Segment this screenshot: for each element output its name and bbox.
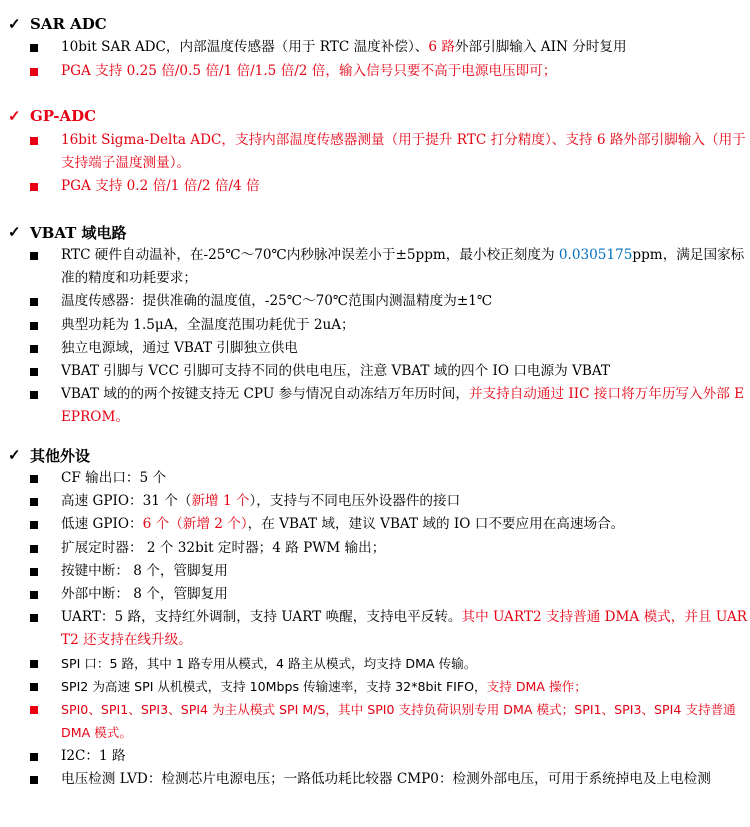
- list-item: [30, 698, 748, 744]
- list-item: [30, 560, 748, 583]
- square-bullet-icon: [30, 776, 38, 784]
- item-text: 低速 GPIO：: [61, 516, 143, 532]
- list-item: [30, 652, 748, 675]
- item-text: ），支持与不同电压外设器件的接口: [249, 493, 461, 509]
- item-text: VBAT 域的的两个按键支持无 CPU 参与情况自动冻结万年历时间，: [61, 386, 469, 402]
- square-bullet-icon: [30, 545, 38, 553]
- list-item: [30, 290, 748, 313]
- list-item: [30, 467, 748, 490]
- item-text: 电压检测 LVD：检测芯片电源电压；一路低功耗比较器 CMP0：检测外部电压，可用于系统掉电及上电检测: [61, 771, 711, 787]
- item-text: 16bit Sigma-Delta ADC，支持内部温度传感器测量（用于提升 RTC 打分精度）、支持 6 路外部引脚输入（用于支持端子温度测量）。: [61, 132, 746, 171]
- section-title-text: GP-ADC: [30, 107, 97, 125]
- item-text: RTC 硬件自动温补，在-25℃～70℃内秒脉冲误差小于±5ppm，最小校正刻度为: [61, 247, 559, 263]
- item-text: 10bit SAR ADC，内部温度传感器（用于 RTC 温度补偿）、: [61, 39, 429, 55]
- calibration-value: 0.0305175: [558, 247, 633, 263]
- square-bullet-icon: [30, 44, 38, 52]
- section-title-vbat: [8, 220, 127, 244]
- check-mark-icon: ✓: [8, 15, 21, 33]
- list-item: [30, 675, 748, 698]
- item-text: ，在 VBAT 域，建议 VBAT 域的 IO 口不要应用在高速场合。: [247, 516, 625, 532]
- section-title-peripherals: [8, 443, 90, 467]
- list-item: [30, 490, 748, 513]
- item-text: 典型功耗为 1.5μA，全温度范围功耗优于 2uA；: [61, 317, 355, 333]
- item-text: VBAT 引脚与 VCC 引脚可支持不同的供电电压，注意 VBAT 域的四个 IO 口电源为 VBAT: [61, 363, 610, 379]
- square-bullet-icon: [30, 614, 38, 622]
- square-bullet-icon: [30, 298, 38, 306]
- section-title-text: VBAT 域电路: [30, 223, 127, 242]
- list-item: [30, 360, 748, 383]
- list-item: [30, 745, 748, 768]
- list-item: [30, 244, 748, 290]
- section-title-gp-adc: [8, 104, 96, 128]
- square-bullet-icon: [30, 706, 38, 714]
- square-bullet-icon: [30, 521, 38, 529]
- item-highlight: 支持 DMA 操作；: [486, 679, 587, 694]
- square-bullet-icon: [30, 683, 38, 691]
- list-item: [30, 36, 748, 59]
- list-item: [30, 606, 748, 652]
- item-text: ppm，满足国家标准的精度和功耗要求；: [61, 247, 745, 286]
- check-mark-icon: ✓: [8, 223, 21, 241]
- item-text: SPI2 为高速 SPI 从机模式，支持 10Mbps 传输速率，支持 32*8bit FIFO，: [61, 679, 487, 694]
- square-bullet-icon: [30, 183, 38, 191]
- square-bullet-icon: [30, 137, 38, 145]
- list-item: [30, 513, 748, 536]
- check-mark-icon: ✓: [8, 446, 21, 464]
- square-bullet-icon: [30, 345, 38, 353]
- item-highlight: 并支持自动通过 IIC 接口将万年历写入外部 EEPROM。: [61, 386, 745, 425]
- item-text: 独立电源域，通过 VBAT 引脚独立供电: [61, 340, 298, 356]
- item-text: 外部引脚输入 AIN 分时复用: [454, 39, 627, 55]
- item-text: 温度传感器：提供准确的温度值，-25℃～70℃范围内测温精度为±1℃: [61, 293, 493, 309]
- check-mark-icon: ✓: [8, 107, 21, 125]
- square-bullet-icon: [30, 568, 38, 576]
- item-text: SPI 口：5 路，其中 1 路专用从模式，4 路主从模式，均支持 DMA 传输。: [61, 656, 477, 671]
- item-text: PGA 支持 0.25 倍/0.5 倍/1 倍/1.5 倍/2 倍，输入信号只要不高于电源电压即可；: [61, 63, 557, 79]
- list-item: [30, 129, 748, 175]
- list-item: [30, 175, 748, 198]
- item-text: 按键中断： 8 个，管脚复用: [61, 563, 228, 579]
- item-highlight: 6 路: [428, 39, 455, 55]
- list-item: [30, 337, 748, 360]
- item-text: PGA 支持 0.2 倍/1 倍/2 倍/4 倍: [61, 178, 260, 194]
- square-bullet-icon: [30, 322, 38, 330]
- square-bullet-icon: [30, 591, 38, 599]
- square-bullet-icon: [30, 660, 38, 668]
- item-text: I2C：1 路: [61, 748, 126, 764]
- item-text: 外部中断： 8 个，管脚复用: [61, 586, 228, 602]
- item-text: UART：5 路，支持红外调制，支持 UART 唤醒，支持电平反转。: [61, 609, 462, 625]
- item-highlight: 6 个（新增 2 个）: [142, 516, 248, 532]
- item-text: 扩展定时器： 2 个 32bit 定时器；4 路 PWM 输出；: [61, 540, 386, 556]
- list-item: [30, 60, 748, 83]
- item-highlight: 新增 1 个: [191, 493, 250, 509]
- section-title-text: 其他外设: [30, 446, 91, 465]
- list-item: [30, 583, 748, 606]
- section-title-text: SAR ADC: [30, 15, 107, 33]
- list-item: [30, 383, 748, 429]
- list-item: [30, 768, 748, 791]
- square-bullet-icon: [30, 252, 38, 260]
- item-highlight: 其中 UART2 支持普通 DMA 模式，并且 UART2 还支持在线升级。: [61, 609, 747, 648]
- list-item: [30, 314, 748, 337]
- square-bullet-icon: [30, 753, 38, 761]
- list-item: [30, 537, 748, 560]
- item-text: CF 输出口：5 个: [61, 470, 167, 486]
- square-bullet-icon: [30, 391, 38, 399]
- square-bullet-icon: [30, 475, 38, 483]
- item-text: SPI0、SPI1、SPI3、SPI4 为主从模式 SPI M/S，其中 SPI0 支持负荷识别专用 DMA 模式；SPI1、SPI3、SPI4 支持普通 DMA 模式。: [61, 702, 736, 740]
- square-bullet-icon: [30, 68, 38, 76]
- square-bullet-icon: [30, 498, 38, 506]
- section-title-sar-adc: [8, 12, 107, 36]
- item-text: 高速 GPIO：31 个（: [61, 493, 192, 509]
- square-bullet-icon: [30, 368, 38, 376]
